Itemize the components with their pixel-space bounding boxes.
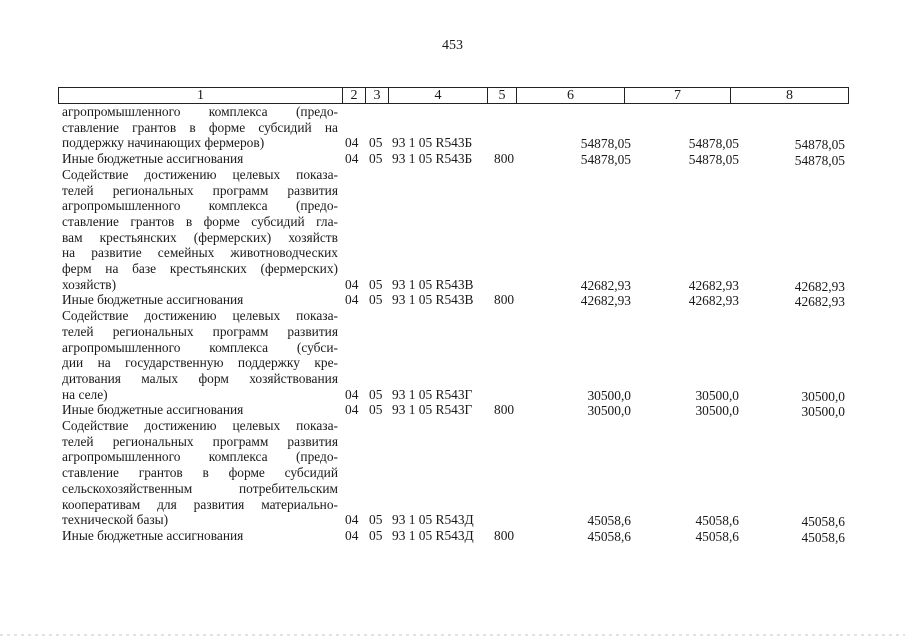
row-value-col-8: 54878,05 — [794, 137, 845, 153]
row-description-line: хозяйств) — [62, 276, 117, 292]
scan-artifact — [0, 634, 905, 636]
row-target-article: 93 1 05 R543Д — [392, 527, 474, 543]
row-description-line: дитования малых форм хозяйствования — [62, 370, 338, 386]
row-value-col-7: 30500,0 — [695, 387, 739, 403]
row-value-col-7: 30500,0 — [695, 403, 739, 419]
row-subsection-code: 05 — [369, 276, 383, 292]
row-value-col-8: 45058,6 — [801, 529, 845, 545]
row-description-line: Иные бюджетные ассигнования — [62, 292, 244, 308]
row-description-line: ставление грантов в форме субсидий — [62, 465, 338, 481]
row-value-col-7: 45058,6 — [695, 513, 739, 529]
row-description-line: поддержку начинающих фермеров) — [62, 135, 265, 151]
row-value-col-6: 54878,05 — [580, 136, 631, 152]
row-expense-type: 800 — [494, 151, 515, 167]
row-description-line: кооперативам для развития материально- — [62, 496, 338, 512]
row-value-col-7: 45058,6 — [695, 528, 739, 544]
row-description-line: Содействие достижению целевых показа- — [62, 308, 338, 324]
header-col-5: 5 — [487, 87, 517, 104]
row-value-col-7: 42682,93 — [688, 293, 739, 309]
row-value-col-8: 45058,6 — [801, 514, 845, 530]
row-subsection-code: 05 — [369, 386, 383, 402]
row-description-line: Содействие достижению целевых показа- — [62, 418, 338, 433]
row-description-line: телей региональных программ развития — [62, 182, 338, 198]
header-col-8: 8 — [730, 87, 849, 104]
row-section-code: 04 — [345, 151, 359, 167]
row-value-col-8: 42682,93 — [794, 278, 845, 294]
row-section-code: 04 — [345, 512, 359, 528]
row-description-line: вам крестьянских (фермерских) хозяйств — [62, 229, 338, 245]
row-description-line: ставление грантов в форме субсидий на — [62, 119, 338, 135]
row-target-article: 93 1 05 R543Г — [392, 386, 473, 402]
row-subsection-code: 05 — [369, 512, 383, 528]
row-value-col-6: 42682,93 — [580, 277, 631, 293]
row-section-code: 04 — [345, 386, 359, 402]
header-col-2: 2 — [342, 87, 366, 104]
row-target-article: 93 1 05 R543Д — [392, 512, 474, 528]
row-description-line: ставление грантов в форме субсидий гла- — [62, 213, 338, 229]
row-description-line: на развитие семейных животноводческих — [62, 245, 338, 261]
row-value-col-8: 42682,93 — [794, 294, 845, 310]
row-section-code: 04 — [345, 292, 359, 308]
row-description-line: агропромышленного комплекса (субси- — [62, 339, 338, 355]
row-description-line: Иные бюджетные ассигнования — [62, 402, 244, 418]
row-value-col-6: 42682,93 — [580, 293, 631, 309]
row-target-article: 93 1 05 R543Б — [392, 151, 473, 167]
row-description-line: ферм на базе крестьянских (фермерских) — [62, 261, 338, 276]
row-section-code: 04 — [345, 527, 359, 543]
header-col-6: 6 — [516, 87, 625, 104]
row-value-col-7: 42682,93 — [688, 277, 739, 293]
row-section-code: 04 — [345, 402, 359, 418]
row-section-code: 04 — [345, 135, 359, 151]
row-section-code: 04 — [345, 276, 359, 292]
row-value-col-7: 54878,05 — [688, 152, 739, 168]
row-target-article: 93 1 05 R543В — [392, 292, 474, 308]
row-subsection-code: 05 — [369, 402, 383, 418]
row-description-line: Содействие достижению целевых показа- — [62, 166, 338, 182]
row-expense-type: 800 — [494, 402, 515, 418]
row-target-article: 93 1 05 R543В — [392, 276, 474, 292]
row-expense-type: 800 — [494, 527, 515, 543]
row-value-col-6: 54878,05 — [580, 152, 631, 168]
header-col-3: 3 — [365, 87, 389, 104]
row-subsection-code: 05 — [369, 151, 383, 167]
row-subsection-code: 05 — [369, 292, 383, 308]
row-description-line: телей региональных программ развития — [62, 323, 338, 339]
row-description-line: дии на государственную поддержку кре- — [62, 355, 338, 371]
row-target-article: 93 1 05 R543Б — [392, 135, 473, 151]
row-target-article: 93 1 05 R543Г — [392, 402, 473, 418]
header-col-7: 7 — [624, 87, 731, 104]
row-subsection-code: 05 — [369, 527, 383, 543]
row-value-col-6: 30500,0 — [587, 403, 631, 419]
row-description-line: агропромышленного комплекса (предо- — [62, 198, 338, 214]
row-expense-type: 800 — [494, 292, 515, 308]
row-subsection-code: 05 — [369, 135, 383, 151]
header-col-1: 1 — [58, 87, 343, 104]
page-number: 453 — [442, 38, 463, 53]
row-description-line: агропромышленного комплекса (предо- — [62, 449, 338, 465]
row-value-col-6: 30500,0 — [587, 387, 631, 403]
row-description-line: на селе) — [62, 386, 108, 402]
row-description-line: технической базы) — [62, 512, 169, 528]
row-description-line: Иные бюджетные ассигнования — [62, 527, 244, 543]
row-description-line: агропромышленного комплекса (предо- — [62, 104, 338, 119]
row-value-col-6: 45058,6 — [587, 528, 631, 544]
row-description-line: сельскохозяйственным потребительским — [62, 480, 338, 496]
row-value-col-8: 30500,0 — [801, 388, 845, 404]
row-value-col-7: 54878,05 — [688, 136, 739, 152]
row-description-line: Иные бюджетные ассигнования — [62, 151, 244, 167]
row-value-col-8: 30500,0 — [801, 404, 845, 420]
row-value-col-6: 45058,6 — [587, 513, 631, 529]
header-col-4: 4 — [388, 87, 488, 104]
row-description-line: телей региональных программ развития — [62, 433, 338, 449]
row-value-col-8: 54878,05 — [794, 153, 845, 169]
